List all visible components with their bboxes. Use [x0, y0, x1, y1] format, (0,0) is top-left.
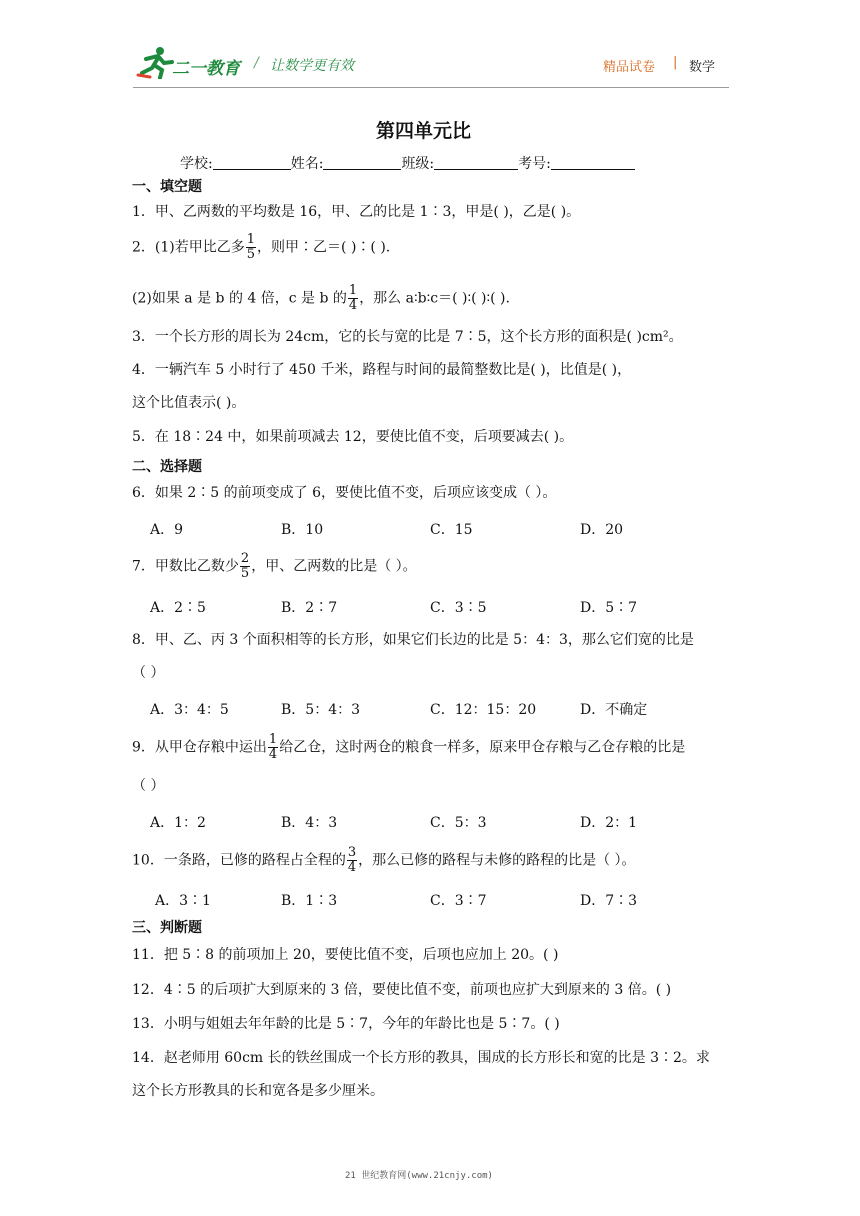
class-label: 班级:: [401, 156, 435, 172]
question-13: 13．小明与姐姐去年年龄的比是 5∶7，今年的年龄比也是 5∶7。( ): [132, 1016, 560, 1032]
q7-option-d[interactable]: D．5∶7: [580, 600, 638, 616]
brand-logo-text: 二一教育: [172, 59, 240, 79]
question-12: 12．4∶5 的后项扩大到原来的 3 倍，要使比值不变，前项也应扩大到原来的 3 倍。( ): [132, 982, 672, 998]
question-2a: 2．(1)若甲比乙多 $\frac{1}{5}$ ，则甲∶乙＝( )∶( ).: [132, 232, 391, 262]
question-14-line-1: 14．赵老师用 60cm 长的铁丝围成一个长方形的教具，围成的长方形长和宽的比是 3∶2。求: [132, 1050, 710, 1066]
name-blank[interactable]: [323, 155, 401, 170]
name-label: 姓名:: [290, 156, 324, 172]
q8-option-c[interactable]: C．12：15：20: [430, 702, 537, 718]
school-blank[interactable]: [213, 155, 291, 170]
school-label: 学校:: [180, 156, 213, 172]
q9-option-b[interactable]: B．4：3: [281, 815, 338, 831]
q6-option-d[interactable]: D．20: [580, 522, 624, 538]
section-multiple-choice: 二、选择题: [132, 459, 202, 475]
question-9: 9．从甲仓存粮中运出 $\frac{1}{4}$ 给乙仓，这时两仓的粮食一样多，原来甲仓存粮与乙仓存粮的比是: [132, 732, 686, 762]
q6-option-b[interactable]: B．10: [281, 522, 324, 538]
question-7: 7．甲数比乙数少 $\frac{2}{5}$ ，甲、乙两数的比是（ ）。: [132, 551, 417, 581]
question-14-line-2: 这个长方形教具的长和宽各是多少厘米。: [132, 1083, 384, 1099]
q10-option-a[interactable]: A．3∶1: [155, 893, 211, 909]
q6-option-c[interactable]: C．15: [430, 522, 473, 538]
header-tag-separator: |: [673, 55, 678, 70]
q9-option-d[interactable]: D．2：1: [580, 815, 638, 831]
q8-option-b[interactable]: B．5：4：3: [281, 702, 361, 718]
page-footer: 21 世纪教育网(www.21cnjy.com): [345, 1171, 493, 1181]
q9-option-c[interactable]: C．5：3: [430, 815, 487, 831]
exam-no-label: 考号:: [518, 156, 551, 172]
q7-option-b[interactable]: B．2∶7: [281, 600, 338, 616]
question-2b: (2)如果 a 是 b 的 4 倍，c 是 b 的 $\frac{1}{4}$ ，那么 a∶b∶c＝( )∶( )∶( ).: [132, 283, 510, 313]
header-tag-subject: 数学: [689, 60, 716, 75]
question-5: 5．在 18∶24 中，如果前项减去 12，要使比值不变，后项要减去( )。: [132, 429, 574, 445]
fraction-one-quarter-q9: $\frac{1}{4}$: [268, 732, 278, 762]
fraction-two-fifths: $\frac{2}{5}$: [240, 551, 250, 581]
student-info-line: [180, 153, 635, 173]
question-10: 10．一条路，已修的路程占全程的 $\frac{3}{4}$ ，那么已修的路程与未修的路程的比是（ ）。: [132, 845, 636, 875]
q7-option-a[interactable]: A．2∶5: [150, 600, 206, 616]
question-11: 11．把 5∶8 的前项加上 20，要使比值不变，后项也应加上 20。( ): [132, 947, 559, 963]
header-rule: [133, 87, 729, 88]
section-fill-in: 一、填空题: [132, 179, 202, 195]
question-3: 3．一个长方形的周长为 24cm，它的长与宽的比是 7∶5，这个长方形的面积是( )cm²。: [132, 329, 683, 345]
q10-option-b[interactable]: B．1∶3: [281, 893, 338, 909]
question-6: 6．如果 2∶5 的前项变成了 6，要使比值不变，后项应该变成（ ）。: [132, 485, 557, 501]
question-1: 1．甲、乙两数的平均数是 16，甲、乙的比是 1∶3，甲是( )，乙是( )。: [132, 204, 581, 220]
exam-no-blank[interactable]: [551, 155, 635, 170]
question-4-line-1: 4．一辆汽车 5 小时行了 450 千米，路程与时间的最简整数比是( )，比值是( )，: [132, 362, 632, 378]
q10-option-d[interactable]: D．7∶3: [580, 893, 638, 909]
fraction-one-fifth: $\frac{1}{5}$: [246, 232, 256, 262]
runner-logo-icon: [136, 45, 176, 79]
q8-option-d[interactable]: D．不确定: [580, 702, 648, 718]
header-slash: /: [254, 55, 259, 71]
q8-option-a[interactable]: A．3：4：5: [150, 702, 229, 718]
header-slogan: 让数学更有效: [270, 58, 354, 74]
q6-option-a[interactable]: A．9: [150, 522, 184, 538]
question-8-line-2: （ ）: [132, 665, 165, 681]
page-title: 第四单元比: [376, 120, 472, 142]
question-8-line-1: 8．甲、乙、丙 3 个面积相等的长方形，如果它们长边的比是 5：4：3，那么它们宽的比是: [132, 632, 694, 648]
q7-option-c[interactable]: C．3∶5: [430, 600, 487, 616]
fraction-three-quarters: $\frac{3}{4}$: [347, 845, 357, 875]
fraction-one-quarter: $\frac{1}{4}$: [348, 283, 358, 313]
class-blank[interactable]: [434, 155, 518, 170]
question-4-line-2: 这个比值表示( )。: [132, 395, 246, 411]
header-tag-premium: 精品试卷: [603, 60, 656, 75]
question-9-line-2: （ ）: [132, 778, 165, 794]
q10-option-c[interactable]: C．3∶7: [430, 893, 487, 909]
section-true-false: 三、判断题: [132, 920, 202, 936]
q9-option-a[interactable]: A．1：2: [150, 815, 206, 831]
